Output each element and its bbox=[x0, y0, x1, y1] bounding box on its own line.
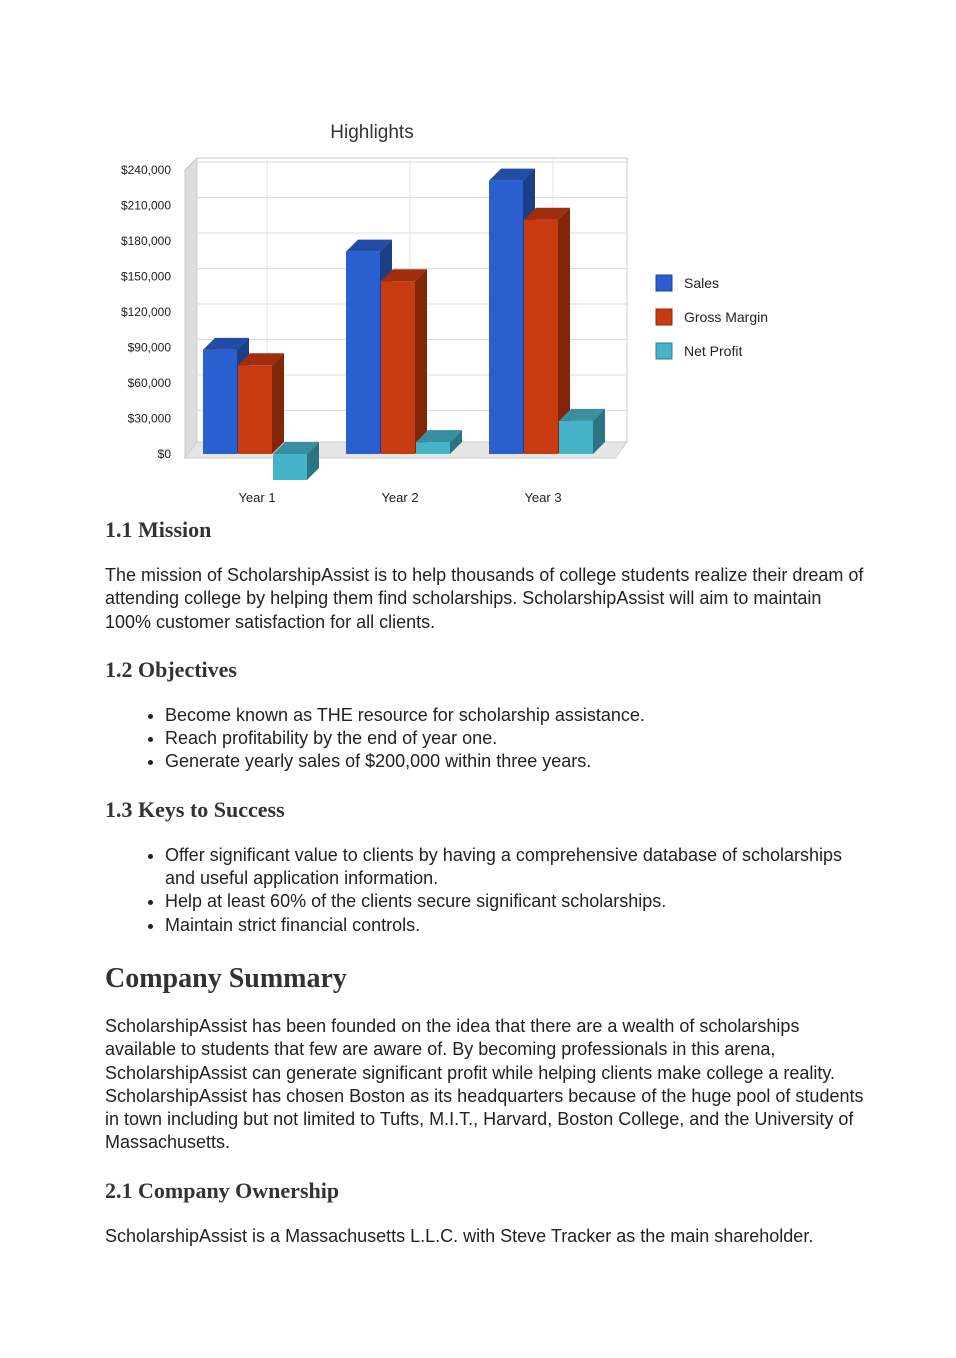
legend-label: Net Profit bbox=[684, 343, 743, 359]
ownership-text: ScholarshipAssist is a Massachusetts L.L.C. with Steve Tracker as the main shareholder. bbox=[105, 1225, 814, 1246]
y-tick-label: $60,000 bbox=[127, 376, 171, 390]
objectives-list bbox=[105, 704, 865, 774]
bar-gross-margin-2 bbox=[524, 220, 558, 454]
y-tick-label: $180,000 bbox=[120, 234, 171, 248]
legend-label: Sales bbox=[684, 275, 720, 291]
y-tick-label: $90,000 bbox=[127, 340, 171, 355]
x-tick-label: Year 1 bbox=[238, 490, 276, 505]
y-tick-label: $150,000 bbox=[120, 269, 171, 284]
bar-sales-0 bbox=[203, 350, 237, 454]
document-body bbox=[105, 512, 865, 1248]
ownership-heading: 2.1 Company Ownership bbox=[105, 1177, 340, 1203]
bar-net-profit-0 bbox=[273, 454, 307, 480]
company-summary-text: ScholarshipAssist has been founded on the idea that there are a wealth of scholarships available to students that few are aware of. By becoming professionals in this arena, ScholarshipAssist can generate significant profit while helping clients make college a reality. ScholarshipAssist has chosen Boston as its headquarters because of the huge pool of students in town including but not limited to Tufts, M.I.T., Harvard, Boston College, and the University of Massachusetts. bbox=[105, 1015, 864, 1153]
bar-side-face bbox=[415, 269, 427, 454]
bar-sales-2 bbox=[489, 181, 523, 454]
company-summary-heading: Company Summary bbox=[105, 962, 347, 994]
x-tick-label: Year 2 bbox=[381, 490, 419, 505]
highlights-chart bbox=[100, 112, 800, 512]
legend-swatch bbox=[656, 343, 672, 359]
keys-list bbox=[105, 844, 865, 937]
bar-sales-1 bbox=[346, 252, 380, 454]
bar-gross-margin-1 bbox=[381, 281, 415, 454]
legend-swatch bbox=[656, 309, 672, 325]
keys-heading: 1.3 Keys to Success bbox=[105, 796, 285, 822]
mission-heading: 1.1 Mission bbox=[105, 517, 212, 542]
list-item: • Generate yearly sales of $200,000 within three years. bbox=[165, 750, 865, 773]
y-tick-label: $0 bbox=[157, 447, 171, 461]
list-item: • Offer significant value to clients by having a comprehensive database of scholarships and useful application information. bbox=[165, 844, 865, 891]
legend-label: Gross Margin bbox=[684, 309, 769, 325]
chart-title: Highlights bbox=[330, 122, 414, 143]
bar-net-profit-1 bbox=[416, 442, 450, 454]
list-item: • Become known as THE resource for scholarship assistance. bbox=[165, 704, 865, 727]
list-item: • Reach profitability by the end of year one. bbox=[165, 727, 865, 750]
y-tick-label: $210,000 bbox=[120, 198, 171, 213]
y-tick-label: $30,000 bbox=[127, 411, 171, 426]
x-tick-label: Year 3 bbox=[524, 490, 562, 505]
bar-gross-margin-0 bbox=[238, 365, 272, 454]
chart-svg bbox=[100, 112, 800, 512]
y-tick-label: $120,000 bbox=[120, 305, 171, 319]
list-item: • Maintain strict financial controls. bbox=[165, 914, 865, 937]
bar-side-face bbox=[272, 353, 284, 454]
list-item: • Help at least 60% of the clients secure significant scholarships. bbox=[165, 890, 865, 913]
objectives-heading: 1.2 Objectives bbox=[105, 656, 237, 682]
mission-text: The mission of ScholarshipAssist is to help thousands of college students realize their dream of attending college by helping them find scholarships. ScholarshipAssist will aim to maintain 100% customer satisfaction for all clients. bbox=[105, 565, 864, 632]
bar-net-profit-2 bbox=[559, 421, 593, 454]
legend-swatch bbox=[656, 275, 672, 291]
y-tick-label: $240,000 bbox=[120, 163, 171, 177]
